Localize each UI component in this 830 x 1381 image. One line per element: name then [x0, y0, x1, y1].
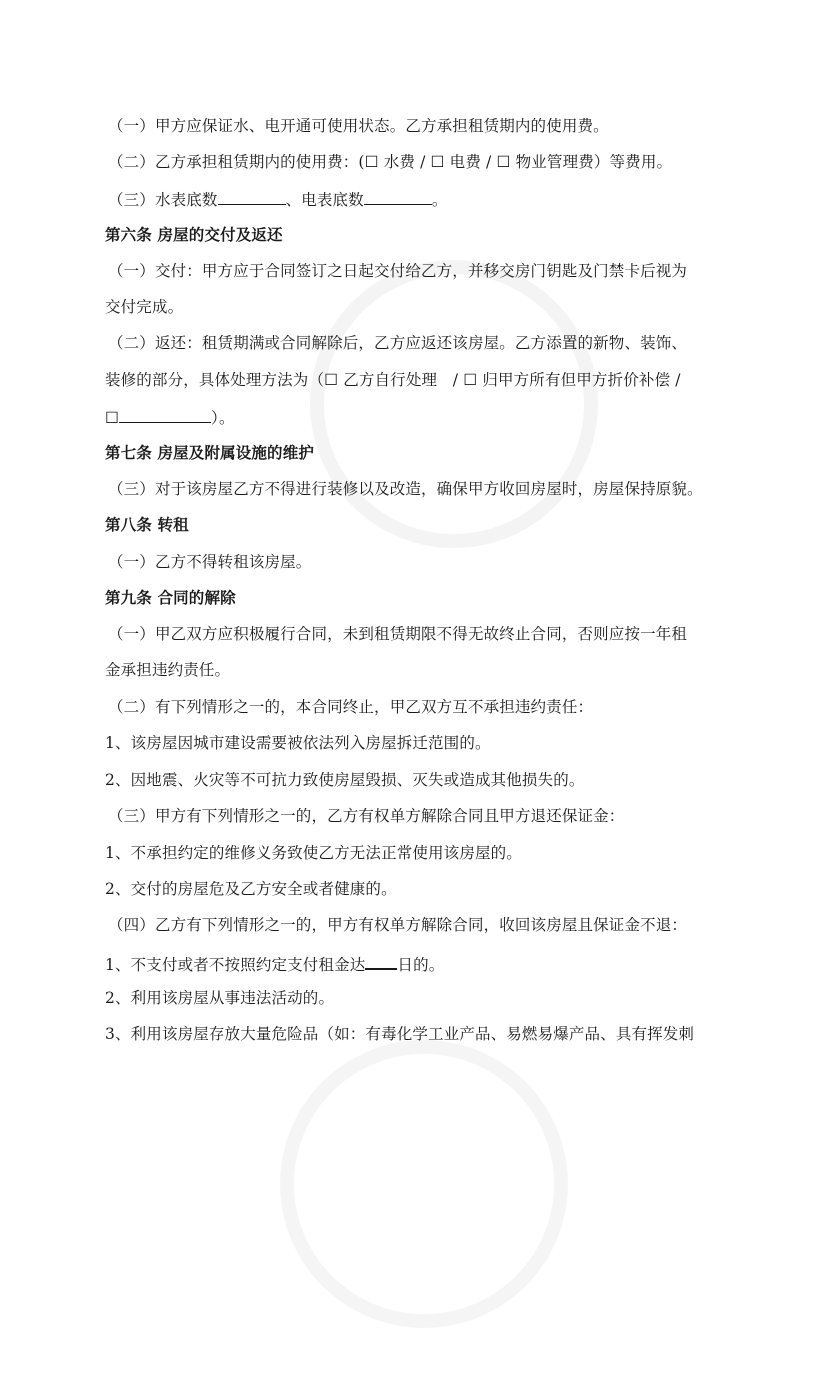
clause-line: 1、不承担约定的维修义务致使乙方无法正常使用该房屋的。 — [105, 844, 522, 862]
clause-line: 1、该房屋因城市建设需要被依法列入房屋拆迁范围的。 — [105, 734, 491, 752]
electric-meter-blank[interactable] — [364, 188, 432, 205]
clause-line: （一）甲方应保证水、电开通可使用状态。乙方承担租赁期内的使用费。 — [108, 117, 609, 135]
clause-line: （二）返还：租赁期满或合同解除后，乙方应返还该房屋。乙方添置的新物、装饰、 — [108, 334, 688, 352]
clause-line: 金承担违约责任。 — [105, 661, 231, 679]
clause-line: 交付完成。 — [105, 298, 184, 316]
clause-line: 1、不支付或者不按照约定支付租金达 日的。 — [105, 952, 750, 975]
clause-line: （二）有下列情形之一的，本合同终止，甲乙双方互不承担违约责任： — [108, 698, 594, 716]
clause-line: 3、利用该房屋存放大量危险品（如：有毒化学工业产品、易燃易爆产品、具有挥发刺 — [105, 1025, 695, 1043]
clause-line: （四）乙方有下列情形之一的，甲方有权单方解除合同，收回该房屋且保证金不退： — [108, 916, 688, 934]
water-meter-blank[interactable] — [218, 188, 286, 205]
clause-line: ☐ ）。 — [105, 406, 750, 428]
clause-line: （一）交付：甲方应于合同签订之日起交付给乙方，并移交房门钥匙及门禁卡后视为 — [108, 262, 688, 280]
clause-line: 装修的部分，具体处理方法为（☐ 乙方自行处理 / ☐ 归甲方所有但甲方折价补偿 / — [105, 371, 681, 389]
section-heading: 第六条 房屋的交付及返还 — [105, 226, 283, 244]
overdue-days-blank[interactable] — [365, 952, 397, 970]
checkbox-icon[interactable]: ☐ — [105, 409, 120, 427]
clause-line: 2、利用该房屋从事违法活动的。 — [105, 989, 335, 1007]
clause-line: （二）乙方承担租赁期内的使用费：(☐ 水费 / ☐ 电费 / ☐ 物业管理费）等费用。 — [108, 153, 673, 171]
watermark-stamp — [227, 987, 620, 1380]
clause-line: 2、交付的房屋危及乙方安全或者健康的。 — [105, 880, 397, 898]
section-heading: 第七条 房屋及附属设施的维护 — [105, 444, 314, 462]
clause-line: （三）水表底数 、电表底数 。 — [108, 188, 750, 210]
clause-line: （三）甲方有下列情形之一的，乙方有权单方解除合同且甲方退还保证金： — [108, 807, 625, 825]
other-method-blank[interactable] — [119, 406, 211, 423]
clause-line: （一）甲乙双方应积极履行合同，未到租赁期限不得无故终止合同，否则应按一年租 — [108, 625, 688, 643]
clause-line: （一）乙方不得转租该房屋。 — [108, 553, 312, 571]
section-heading: 第九条 合同的解除 — [105, 589, 236, 607]
section-heading: 第八条 转租 — [105, 516, 189, 534]
clause-line: （三）对于该房屋乙方不得进行装修以及改造，确保甲方收回房屋时，房屋保持原貌。 — [108, 480, 703, 498]
clause-line: 2、因地震、火灾等不可抗力致使房屋毁损、灭失或造成其他损失的。 — [105, 771, 585, 789]
